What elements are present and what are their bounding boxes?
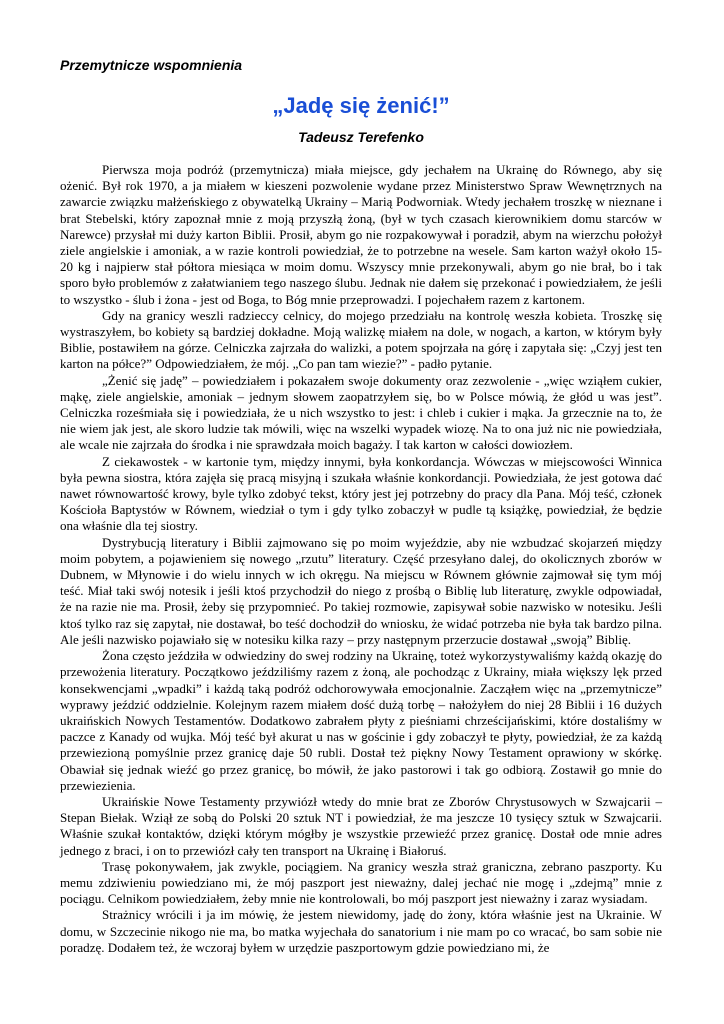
paragraph: Strażnicy wrócili i ja im mówię, że jestem niewidomy, jadę do żony, która właśnie jest na Ukrainie. W domu, w Szczecinie nikogo nie ma, bo matka wyjechała do sanatorium i nie mam po co wracać, bo sam sobie nie poradzę. Dodałem też, że wczoraj byłem w urzędzie paszportowym gdzie powiedziano mi, że [60,907,662,955]
paragraph: Gdy na granicy weszli radzieccy celnicy, do mojego przedziału na kontrolę weszła kobieta. Troszkę się wystraszyłem, bo kobiety są bardziej dokładne. Moją walizkę miałem na dole, w nogach, a karton, w którym były Biblie, postawiłem na górze. Celniczka zajrzała do walizki, a potem spojrzała na górę i zapytała się: „Czyj jest ten karton na półce?” Odpowiedziałem, że mój. „Co pan tam wiezie?” - padło pytanie. [60,307,662,372]
paragraph: Pierwsza moja podróż (przemytnicza) miała miejsce, gdy jechałem na Ukrainę do Równego, aby się ożenić. Był rok 1970, a ja miałem w kieszeni pozwolenie wydane przez Ministerstwo Spraw Wewnętrznych na zawarcie związku małżeńskiego z obywatelką Ukrainy – Marią Podworniak. Wtedy jechałem troszkę w nieznane i brat Stebelski, który zapoznał mnie z moją przyszłą żoną, (był w tych czasach kierownikiem domu starców w Narewce) przysłał mi duży karton Biblii. Prosił, abym go nie rozpakowywał i poradził, abym na wierzchu położył ziele angielskie i amoniak, a w razie kontroli powiedział, że to potrzebne na wesele. Sam karton ważył około 15-20 kg i najpierw stał półtora miesiąca w moim domu. Wszyscy mnie przekonywali, abym go nie brał, bo i tak sporo było problemów z załatwianiem tego naszego ślubu. Jednak nie dałem się przekonać i powiedziałem, że jeśli to wszystko - ślub i żona - jest od Boga, to Bóg mnie przeprowadzi. I pojechałem razem z kartonem. [60,162,662,307]
section-heading: Przemytnicze wspomnienia [60,57,243,73]
article-author: Tadeusz Terefenko [298,129,424,145]
paragraph: Ukraińskie Nowe Testamenty przywiózł wtedy do mnie brat ze Zborów Chrystusowych w Szwajcarii – Stepan Biełak. Wziął ze sobą do Polski 20 sztuk NT i powiedział, że ma jeszcze 10 tysięcy sztuk w Szwajcarii. Właśnie szukał kontaktów, dzięki którym mógłby je wszystkie przewieźć przez granicę. Dostał ode mnie adres jednego z braci, i on to przewiózł cały ten transport na Ukrainę i Białoruś. [60,793,662,858]
paragraph: Żona często jeździła w odwiedziny do swej rodziny na Ukrainę, toteż wykorzystywaliśmy każdą okazję do przewożenia literatury. Początkowo jeździliśmy razem z żoną, ale pochodząc z Ukrainy, miała większy lęk przed konsekwencjami „wpadki” i każdą taką podróż odchorowywała emocjonalnie. Zacząłem więc na „przemytnicze” wyprawy jeździć oddzielnie. Kolejnym razem miałem dość dużą torbę – nałożyłem do niej 28 Biblii i 16 dużych ukraińskich Nowych Testamentów. Dodatkowo zabrałem płyty z pieśniami chrześcijańskimi, które dostaliśmy w paczce z Kanady od wujka. Mój teść był akurat u nas w gościnie i gdy zobaczył te płyty, powiedział, że za każdą przewiezioną pomyślnie przez granicę daje 50 rubli. Dostał też piękny Nowy Testament oprawiony w skórkę. Obawiał się jednak wieźć go przez granicę, bo mówił, że jako pastorowi i tak go odbiorą. Zostawił go mnie do przewiezienia. [60,648,662,793]
paragraph: Trasę pokonywałem, jak zwykle, pociągiem. Na granicy weszła straż graniczna, zebrano paszporty. Ku memu zdziwieniu powiedziano mi, że mój paszport jest nieważny, dalej jechać nie mogę i „zdejmą” mnie z pociągu. Celnikom powiedziałem, żeby mnie nie kontrolowali, bo mój paszport jest nieważny i zaraz wysiadam. [60,858,662,907]
paragraph: Z ciekawostek - w kartonie tym, między innymi, była konkordancja. Wówczas w miejscowości Winnica była pewna siostra, która zajęła się pracą misyjną i szukała właśnie konkordancji. Powiedziała, że jest gotowa dać nawet równowartość krowy, byle tylko zdobyć tekst, który jest jej potrzebny do pracy dla Pana. Mój teść, członek Kościoła Baptystów w Równem, wiedział o tym i gdy tylko zobaczył w pudle tą książkę, powiedział, że będzie ona właśnie dla tej siostry. [60,453,662,534]
paragraph: Dystrybucją literatury i Biblii zajmowano się po moim wyjeździe, aby nie wzbudzać skojarzeń między moim pobytem, a pojawieniem się nowego „rzutu” literatury. Część przesyłano dalej, do okolicznych zborów w Dubnem, w Młynowie i do wielu innych w ich okręgu. Na miejscu w Równem głównie zajmował się tym mój teść. Miał taki swój notesik i jeśli ktoś przychodził do niego z prośbą o Biblię lub literaturę, zwykle odpowiadał, że na razie nie ma. Prosił, żeby się przypomnieć. Po takiej rozmowie, zapisywał sobie nazwisko w notesiku. Jeśli ktoś tylko raz się zapytał, nie dostawał, bo teść dochodził do wniosku, że widać potrzeba nie była tak bardzo pilna. Ale jeśli nazwisko pojawiało się w notesiku kilka razy – przy następnym przerzucie dostawał „swoją” Biblię. [60,534,662,647]
article-body [60,162,662,956]
article-title: „Jadę się żenić!” [272,93,450,118]
paragraph: „Żenić się jadę” – powiedziałem i pokazałem swoje dokumenty oraz zezwolenie - „więc wziąłem cukier, mąkę, ziele angielskie, amoniak – jednym słowem zaopatrzyłem się, bo w Polsce mówią, że głód u was jest”. Celniczka roześmiała się i powiedziała, że u nich wszystko to jest: i chleb i cukier i mąka. Ja grzecznie na to, że nie wiem jak jest, ale skoro ludzie tak mówili, więc na wszelki wypadek wiozę. Na to ona już nic nie powiedziała, ale wcale nie zajrzała do środka i nie sprawdzała moich bagaży. I tak karton w całości dowiozłem. [60,372,662,453]
